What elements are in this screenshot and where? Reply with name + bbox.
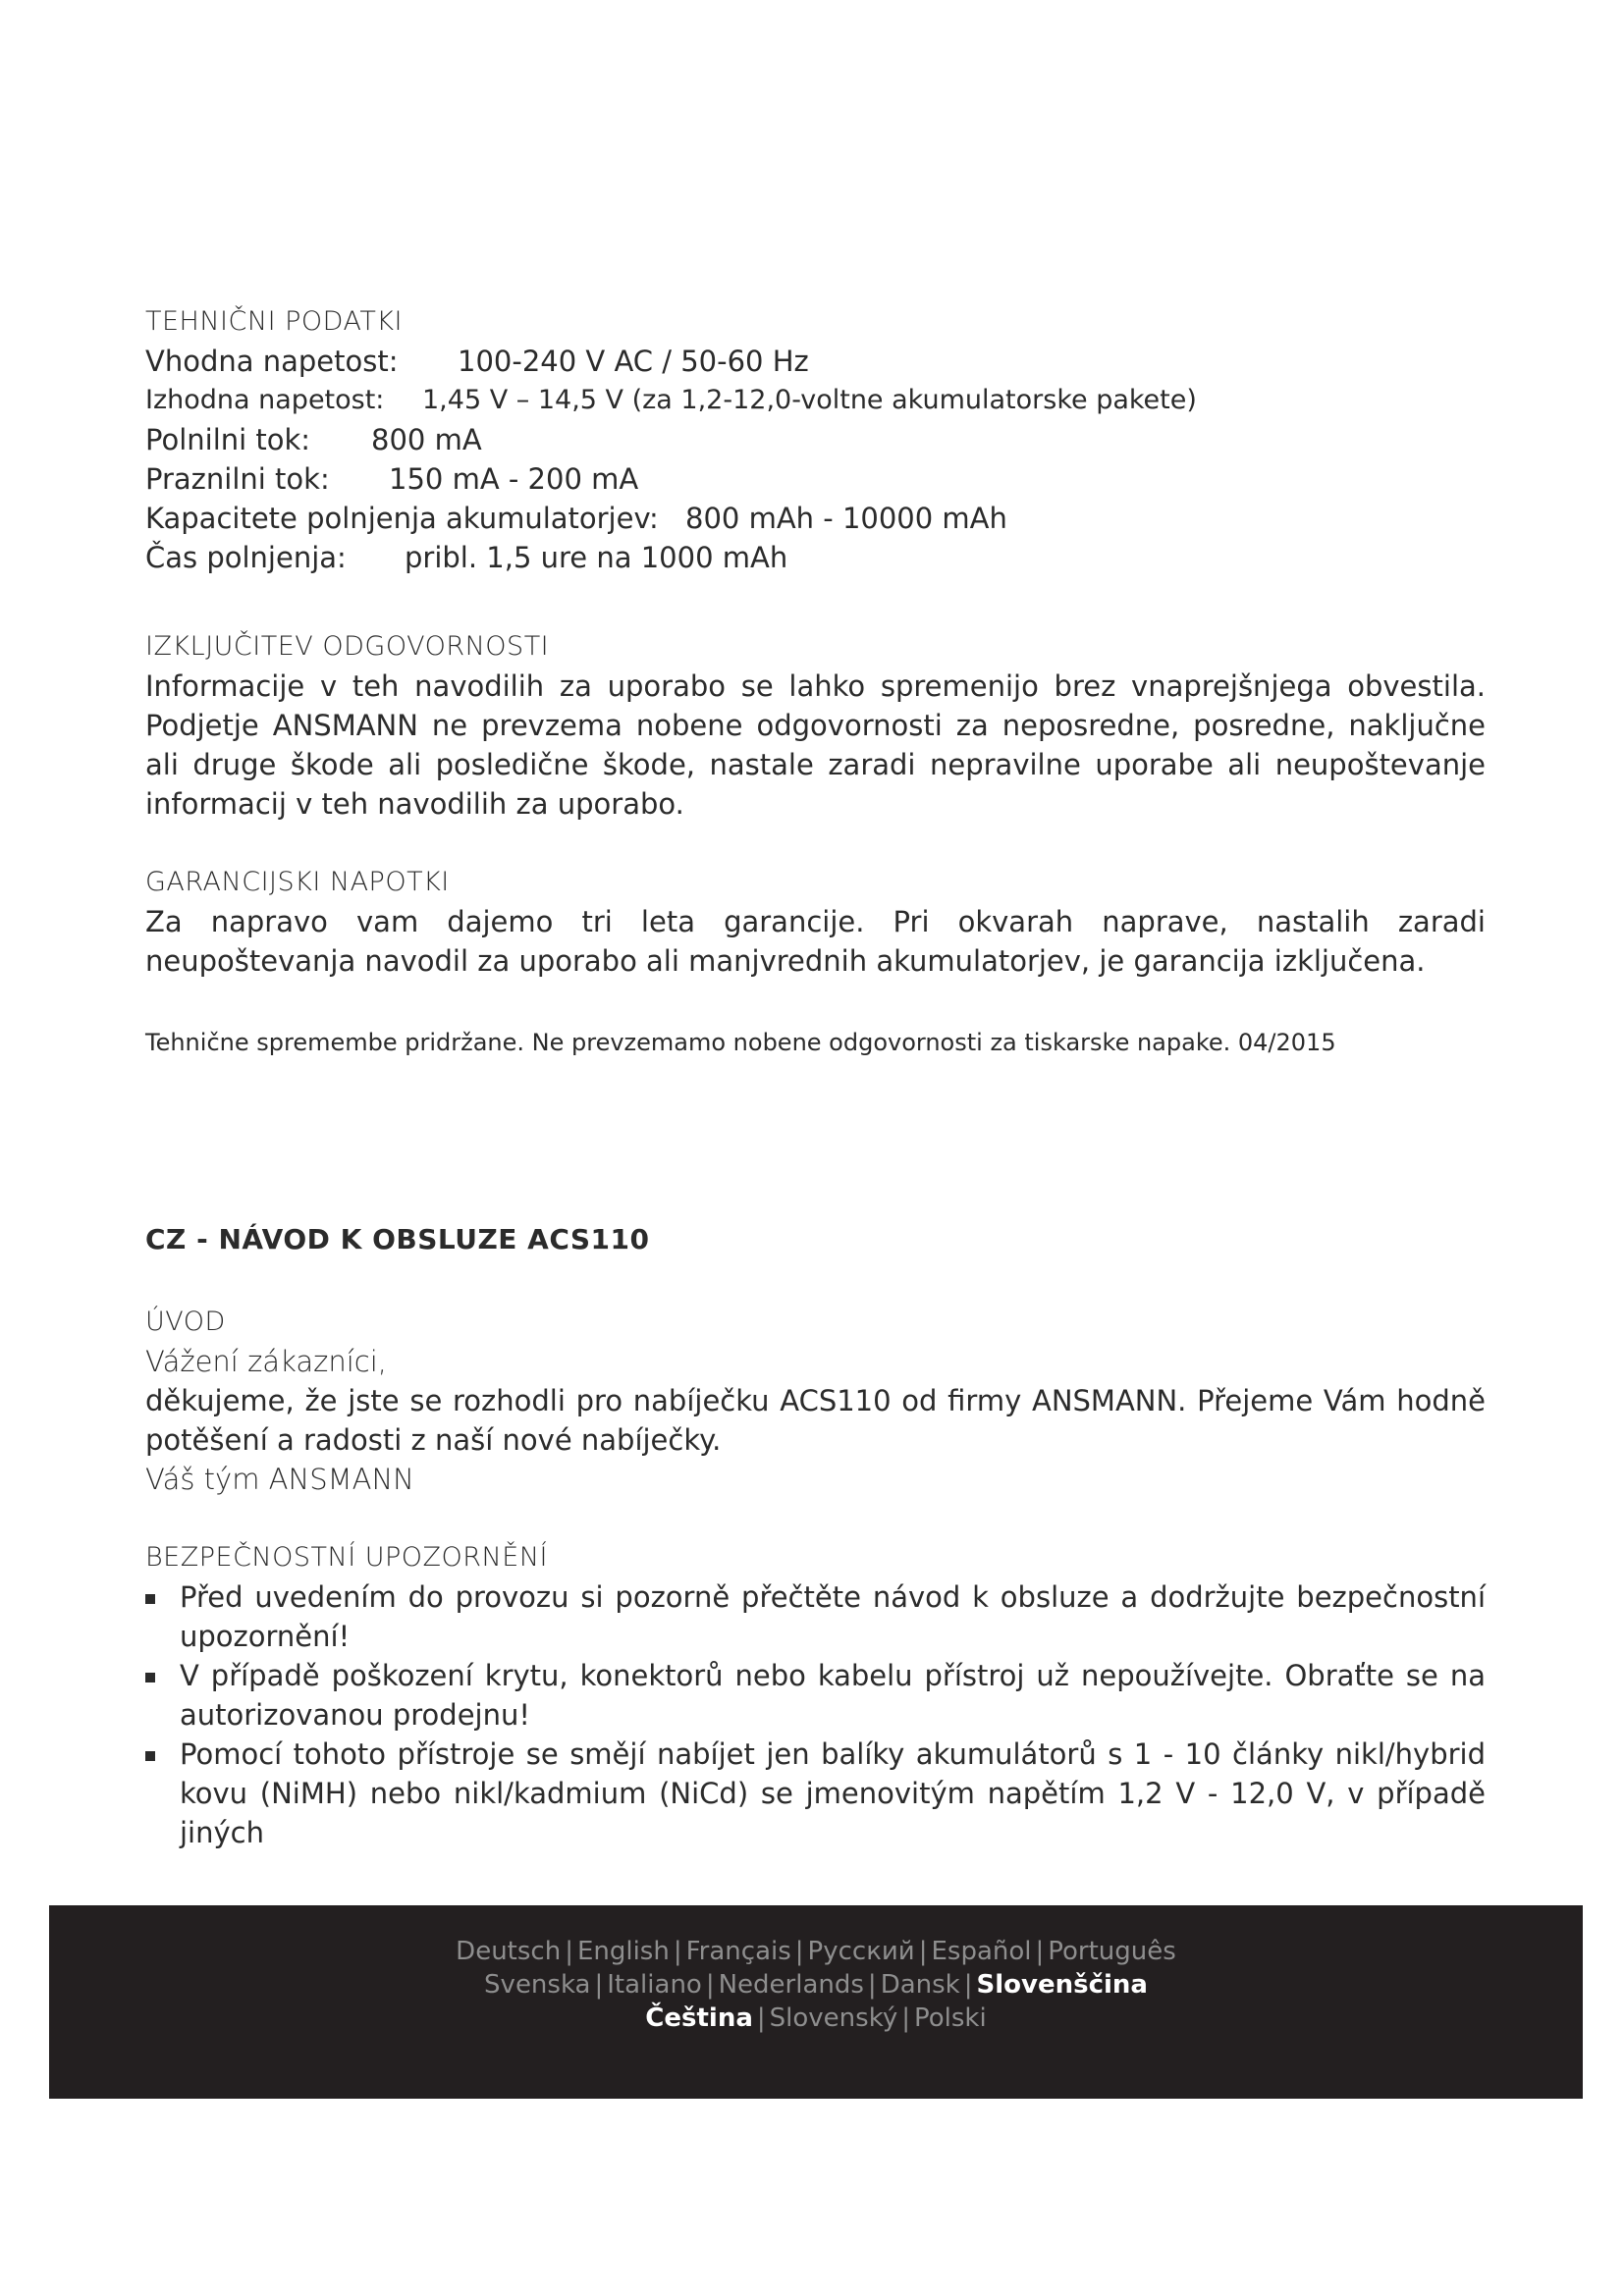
language-separator: | [918,1937,928,1966]
list-item-text: V případě poškození krytu, konektorů nebo kabelu přístroj už nepoužívejte. Obraťte se na autorizovanou prodejnu! [180,1659,1486,1732]
language-line-2 [49,1968,1583,2002]
language-separator: | [756,2003,766,2033]
spec-value: 800 mA [371,423,482,456]
language-separator: | [794,1937,804,1966]
language-link-2[interactable]: Polski [913,2003,987,2033]
cz-safety [145,1538,1486,1852]
language-link-2[interactable]: Nederlands [718,1970,864,2000]
safety-heading: BEZPEČNOSTNÍ UPOZORNĚNÍ [145,1542,548,1573]
language-link-4[interactable]: Español [931,1937,1032,1966]
language-link-1[interactable]: Italiano [607,1970,702,2000]
bullet-square-icon [145,1751,155,1761]
spec-label: Čas polnjenja: [145,541,347,574]
intro-heading: ÚVOD [145,1307,226,1337]
language-separator: | [867,1970,877,2000]
language-link-2[interactable]: Français [685,1937,791,1966]
cz-section [145,1223,1486,1255]
bullet-square-icon [145,1594,155,1604]
spec-row [145,342,1486,381]
warranty-heading: GARANCIJSKI NAPOTKI [145,867,450,897]
bullet-square-icon [145,1673,155,1682]
language-separator: | [1035,1937,1045,1966]
list-item [145,1656,1486,1735]
spec-value: 800 mAh - 10000 mAh [685,502,1007,535]
spec-label: Izhodna napetost: [145,385,385,415]
language-link-3[interactable]: Dansk [880,1970,960,2000]
language-separator: | [705,1970,715,2000]
technical-section [145,302,1486,577]
list-item [145,1577,1486,1656]
spec-label: Praznilni tok: [145,462,330,496]
disclaimer-text: Informacije v teh navodilih za uporabo se lahko spremenijo brez vnaprejšnjega obvestila. Podjetje ANSMANN ne prevzema nobene odgovornosti za neposredne, posredne, naključne ali druge škode ali posledične škode, nastale zaradi nepravilne uporabe ali neupoštevanje informacij v teh navodilih za uporabo. [145,669,1486,821]
warranty-section [145,863,1486,981]
spec-label: Kapacitete polnjenja akumulatorjev: [145,502,659,535]
safety-list [145,1577,1486,1852]
language-link-1[interactable]: Slovenský [769,2003,898,2033]
list-item-text: Před uvedením do provozu si pozorně přečtěte návod k obsluze a dodržujte bezpečnostní upozornění! [180,1580,1486,1653]
language-link-0[interactable]: Deutsch [456,1937,562,1966]
disclaimer-section [145,627,1486,824]
language-separator: | [963,1970,973,2000]
language-line-1 [49,1935,1583,1968]
cz-intro [145,1303,1486,1499]
spec-value: 100-240 V AC / 50-60 Hz [458,345,809,378]
warranty-text: Za napravo vam dajemo tri leta garancije. Pri okvarah naprave, nastalih zaradi neupoštevanja navodil za uporabo ali manjvrednih akumulatorjev, je garancija izključena. [145,905,1486,978]
footnote: Tehnične spremembe pridržane. Ne prevzemamo nobene odgovornosti za tiskarske napake. 04/2015 [145,1029,1336,1056]
cz-title: CZ - NÁVOD K OBSLUZE ACS110 [145,1223,650,1255]
language-separator: | [594,1970,604,2000]
language-line-3 [49,2002,1583,2035]
language-separator: | [565,1937,573,1966]
language-link-5[interactable]: Português [1048,1937,1176,1966]
spec-label: Polnilni tok: [145,423,311,456]
thanks-text: děkujeme, že jste se rozhodli pro nabíječku ACS110 od firmy ANSMANN. Přejeme Vám hodně potěšení a radosti z naší nové nabíječky. [145,1384,1486,1457]
spec-value: pribl. 1,5 ure na 1000 mAh [405,541,788,574]
disclaimer-heading: IZKLJUČITEV ODGOVORNOSTI [145,631,550,662]
spec-row [145,538,1486,577]
spec-row [145,459,1486,499]
list-item [145,1735,1486,1852]
language-link-3[interactable]: Русский [807,1937,915,1966]
spec-value: 1,45 V – 14,5 V (za 1,2-12,0-voltne akumulatorske pakete) [422,385,1197,415]
list-item-text: Pomocí tohoto přístroje se smějí nabíjet jen balíky akumulátorů s 1 - 10 články nikl/hybrid kovu (NiMH) nebo nikl/kadmium (NiCd) se jmenovitým napětím 1,2 V - 12,0 V, v případě jiných [180,1737,1486,1849]
spec-value: 150 mA - 200 mA [389,462,639,496]
language-separator: | [673,1937,682,1966]
spec-row [145,499,1486,538]
technical-heading: TEHNIČNI PODATKI [145,306,403,337]
language-link-0[interactable]: Čeština [645,2003,753,2033]
language-separator: | [901,2003,910,2033]
language-footer [49,1905,1583,2099]
language-link-4[interactable]: Slovenščina [976,1970,1148,2000]
spec-row [145,420,1486,459]
language-link-0[interactable]: Svenska [484,1970,591,2000]
greeting: Vážení zákazníci, [145,1345,388,1378]
spec-row [145,381,1486,420]
signature: Váš tým ANSMANN [145,1463,414,1496]
spec-label: Vhodna napetost: [145,345,399,378]
language-link-1[interactable]: English [576,1937,670,1966]
